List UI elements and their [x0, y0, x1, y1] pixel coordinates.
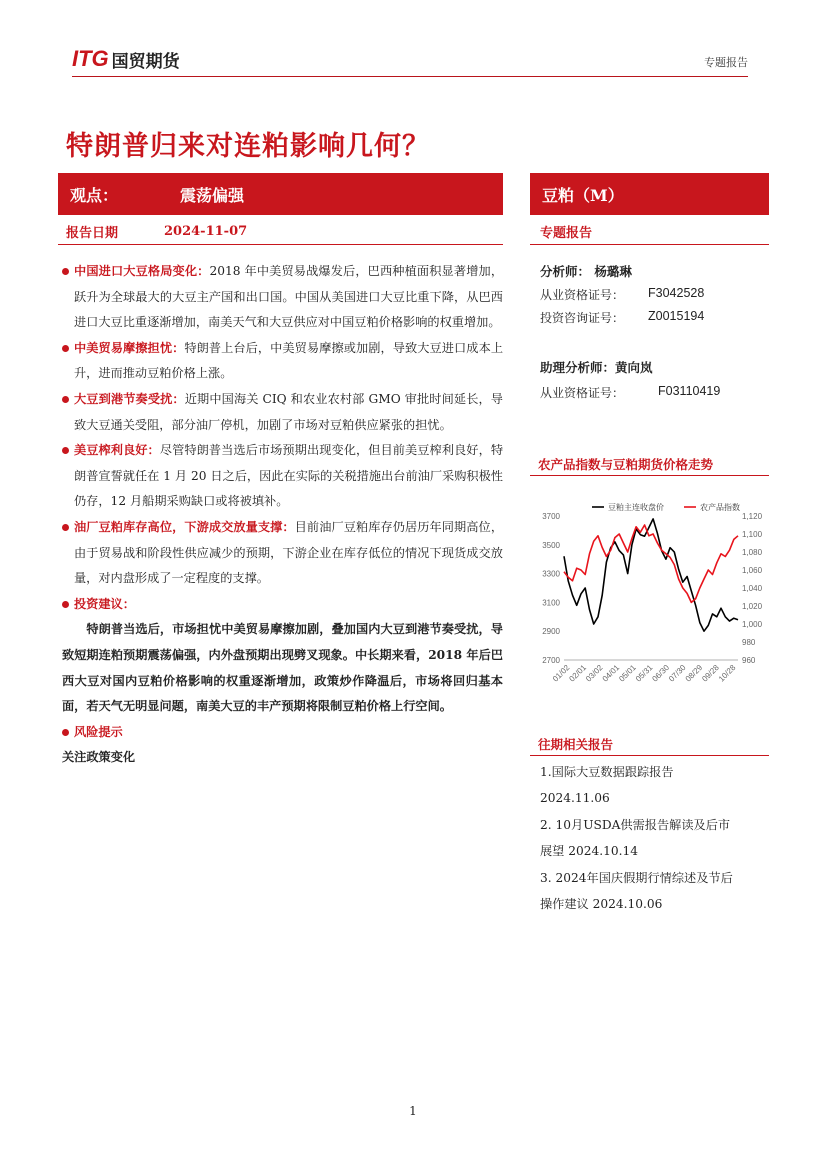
bullet-point [62, 387, 503, 438]
assistant-name: 助理分析师：黄向岚 [540, 360, 653, 375]
assistant-block [540, 358, 720, 401]
report-date-value: 2024-11-07 [164, 224, 248, 239]
bullet-body: 近期中国海关 CIQ 和农业农村部 GMO 审批时间延长，导致大豆通关受阻，部分油厂停机，加剧了市场对豆粕供应紧张的担忧。 [74, 391, 503, 432]
brand-logo [72, 48, 180, 70]
report-item[interactable] [540, 813, 768, 864]
cert-key: 投资咨询证号： [540, 311, 625, 325]
cert-value: F03110419 [658, 384, 721, 398]
report-kind: 专题报告 [540, 226, 593, 241]
reports-heading: 往期相关报告 [538, 736, 614, 752]
report-item[interactable] [540, 866, 768, 917]
legend-label: 豆粕主连收盘价 [608, 503, 664, 512]
price-chart [532, 494, 768, 706]
advice-body: 特朗普当选后，市场担忧中美贸易摩擦加剧，叠加国内大豆到港节奏受扰，导致短期连粕预期震荡偏强，内外盘预期出现劈叉现象。中长期来看，2018 年后巴西大豆对国内豆粕价格影响的权重逐渐增加，政策炒作降温后，市场将回归基本面，若天气无明显问题，南美大豆的丰产预期将限制豆粕价格上行空间。 [62, 622, 503, 714]
cert-value: Z0015194 [648, 309, 705, 323]
bullet-point [62, 259, 503, 336]
analyst-cert [540, 286, 704, 303]
report-date: 操作建议 2024.10.06 [540, 896, 663, 911]
x-tick-label: 05/01 [617, 663, 638, 684]
x-tick-label: 04/01 [600, 663, 622, 684]
right-tick-label: 960 [742, 656, 756, 665]
analyst-name: 分析师： 杨璐琳 [540, 264, 632, 279]
report-date: 2024.11.06 [540, 790, 610, 805]
bullet-head: 中国进口大豆格局变化： [74, 264, 210, 278]
chart-heading-row [530, 452, 769, 476]
right-tick-label: 980 [742, 638, 756, 647]
cert-key: 从业资格证号： [540, 386, 625, 400]
left-tick-label: 2700 [542, 656, 560, 665]
commodity-name: 豆粕（M） [542, 185, 624, 205]
bullet-point [62, 336, 503, 387]
right-tick-label: 1,000 [742, 620, 763, 629]
commodity-banner [530, 173, 769, 215]
risk-body: 关注政策变化 [62, 750, 136, 765]
bullet-head: 美豆榨利良好： [74, 443, 160, 458]
risk-heading [62, 720, 503, 746]
x-tick-label: 08/29 [683, 663, 705, 684]
right-tick-label: 1,060 [742, 566, 763, 575]
report-title: 3. 2024年国庆假期行情综述及节后 [540, 871, 733, 885]
bullet-point [62, 515, 503, 592]
bullet-head: 油厂豆粕库存高位，下游成交放量支撑： [74, 519, 295, 534]
right-tick-label: 1,040 [742, 584, 763, 593]
bullet-body: 尽管特朗普当选后市场预期出现变化，但目前美豆榨利良好，特朗普宣誓就任在 1 月 20 日之后，因此在实际的关税措施出台前油厂采购积极性仍存，12 月船期采购缺口或将被填补。 [74, 443, 504, 509]
assistant-cert [540, 384, 720, 401]
report-title: 2. 10月USDA供需报告解读及后市 [540, 818, 731, 832]
chart-heading: 农产品指数与豆粕期货价格走势 [538, 456, 714, 472]
risk-head: 风险提示 [74, 724, 123, 739]
report-title: 1.国际大豆数据跟踪报告 [540, 765, 674, 779]
related-reports [540, 760, 768, 919]
x-tick-label: 09/28 [700, 663, 721, 684]
cert-key: 从业资格证号： [540, 288, 625, 302]
x-tick-label: 10/28 [716, 663, 738, 684]
page-number: 1 [409, 1104, 417, 1118]
page-title: 特朗普归来对连粕影响几何？ [66, 131, 430, 162]
reports-heading-row [530, 732, 769, 756]
left-tick-label: 3500 [542, 540, 560, 550]
advice-heading [62, 592, 503, 618]
bullet-head: 中美贸易摩擦担忧： [74, 340, 185, 355]
left-tick-label: 3700 [542, 512, 560, 521]
report-type-tag: 专题报告 [704, 56, 748, 69]
left-tick-label: 3100 [542, 598, 560, 608]
x-tick-label: 07/30 [667, 663, 688, 684]
x-tick-label: 02/01 [567, 663, 589, 684]
main-content [62, 259, 503, 771]
logo-chinese: 国贸期货 [111, 51, 180, 72]
bullet-body: 目前油厂豆粕库存仍居历年同期高位，由于贸易战和阶段性供应减少的预期，下游企业在库存低位的情况下现货成交放量，对内盘形成了一定程度的支撑。 [74, 519, 504, 586]
right-tick-label: 1,020 [742, 602, 763, 611]
report-kind-row [530, 219, 769, 245]
analyst-block [540, 262, 704, 326]
x-tick-label: 01/02 [550, 663, 572, 684]
right-tick-label: 1,100 [742, 530, 763, 539]
x-tick-label: 05/31 [633, 663, 655, 684]
right-tick-label: 1,120 [742, 512, 763, 521]
right-tick-label: 1,080 [742, 548, 763, 557]
header-divider [72, 76, 748, 77]
report-date-row [58, 219, 503, 245]
left-tick-label: 3300 [542, 569, 560, 579]
cert-value: F3042528 [648, 286, 705, 300]
bullet-body: 特朗普上台后，中美贸易摩擦或加剧，导致大豆进口成本上升，进而推动豆粕价格上涨。 [74, 340, 504, 381]
report-date-label: 报告日期 [66, 226, 119, 241]
left-tick-label: 2900 [542, 627, 560, 637]
x-tick-label: 06/30 [650, 663, 672, 684]
viewpoint-value: 震荡偏强 [180, 185, 245, 205]
legend-label: 农产品指数 [700, 503, 740, 512]
series-line [564, 525, 738, 602]
report-item[interactable] [540, 760, 768, 811]
bullet-point [62, 438, 503, 515]
bullet-body: 2018 年中美贸易战爆发后，巴西种植面积显著增加，跃升为全球最大的大豆主产国和出口国。中国从美国进口大豆比重下降，从巴西进口大豆比重逐渐增加，南美天气和大豆供应对中国豆粕价格影响的权重增加。 [74, 264, 504, 330]
report-date: 展望 2024.10.14 [540, 843, 639, 858]
advice-head: 投资建议： [74, 596, 135, 611]
viewpoint-banner [58, 173, 503, 215]
bullet-head: 大豆到港节奏受扰： [74, 391, 185, 406]
price-chart-svg [532, 494, 768, 706]
analyst-cert [540, 309, 704, 326]
logo-latin: ITG [72, 46, 109, 71]
x-tick-label: 03/02 [584, 663, 605, 684]
viewpoint-label: 观点： [70, 185, 119, 205]
